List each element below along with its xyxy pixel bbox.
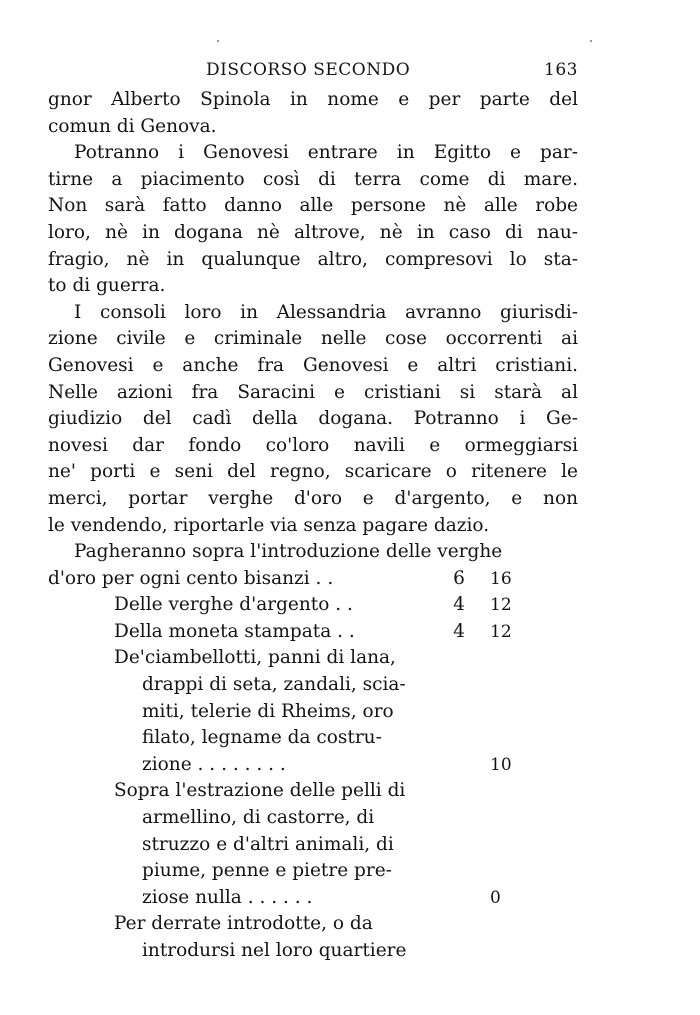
text-line-content: Potranno i Genovesi entrare in Egitto e par- <box>74 142 578 164</box>
tariff-row <box>48 672 578 699</box>
text-line-content: I consoli loro in Alessandria avranno giurisdi- <box>74 301 578 323</box>
tariff-value-secondary: 12 <box>490 621 512 642</box>
tariff-row <box>48 778 578 805</box>
tariff-value-primary: 4 <box>453 620 465 642</box>
text-line-content: zione civile e criminale nelle cose occorrenti ai <box>48 328 578 350</box>
tariff-value-secondary: 10 <box>490 754 512 775</box>
tariff-table <box>48 566 578 965</box>
text-line <box>48 539 578 566</box>
body-text <box>48 87 578 965</box>
tariff-row <box>48 832 578 859</box>
text-line-content: merci, portar verghe d'oro e d'argento, e non <box>48 487 578 509</box>
text-line-content: novesi dar fondo co'loro navili e ormeggiarsi <box>48 434 578 456</box>
tariff-row <box>48 858 578 885</box>
text-line-content: tirne a piacimento così di terra come di mare. <box>48 168 578 190</box>
tariff-row <box>48 645 578 672</box>
ink-speck <box>590 40 592 42</box>
text-line-content: giudizio del cadì della dogana. Potranno i Ge- <box>48 408 578 430</box>
running-title: DISCORSO SECONDO <box>206 60 411 80</box>
text-line-content: Nelle azioni fra Saracini e cristiani si starà al <box>48 381 578 403</box>
tariff-item: Per derrate introdotte, o da <box>114 913 373 935</box>
text-line-content: fragio, nè in qualunque altro, compresovi lo sta- <box>48 248 578 270</box>
text-line <box>48 247 578 274</box>
text-line-content: Pagheranno sopra l'introduzione delle verghe <box>74 541 503 563</box>
text-line-content: Non sarà fatto danno alle persone nè alle robe <box>48 195 578 217</box>
text-line <box>48 380 578 407</box>
tariff-value-primary: 4 <box>453 594 465 616</box>
ink-speck <box>217 40 219 42</box>
text-line-content: ne' porti e seni del regno, scaricare o ritenere le <box>48 461 578 483</box>
text-line <box>48 140 578 167</box>
text-line <box>48 406 578 433</box>
tariff-item: ziose nulla . . . . . . <box>142 886 313 908</box>
tariff-item: Sopra l'estrazione delle pelli di <box>114 780 406 802</box>
text-line <box>48 326 578 353</box>
tariff-row <box>48 938 578 965</box>
tariff-item: d'oro per ogni cento bisanzi . . <box>48 567 334 589</box>
tariff-row <box>48 619 578 646</box>
text-line-content: loro, nè in dogana nè altrove, nè in caso di nau- <box>48 221 578 243</box>
tariff-value-primary: 6 <box>453 567 465 589</box>
tariff-row <box>48 805 578 832</box>
text-line-content: gnor Alberto Spinola in nome e per parte del <box>48 89 578 110</box>
tariff-item: De'ciambellotti, panni di lana, <box>114 647 396 669</box>
tariff-item: Delle verghe d'argento . . <box>114 594 353 616</box>
text-line <box>48 459 578 486</box>
text-line <box>48 300 578 327</box>
text-line <box>48 167 578 194</box>
tariff-value-secondary: 16 <box>490 568 512 589</box>
text-line <box>48 114 578 141</box>
page-number: 163 <box>544 60 578 80</box>
tariff-item: filato, legname da costru- <box>142 727 382 749</box>
text-line <box>48 486 578 513</box>
tariff-row <box>48 566 578 593</box>
running-header <box>48 60 578 86</box>
tariff-row <box>48 911 578 938</box>
tariff-row <box>48 885 578 912</box>
text-line-content: le vendendo, riportarle via senza pagare dazio. <box>48 514 490 536</box>
text-line <box>48 87 578 114</box>
text-line-content: to di guerra. <box>48 275 166 297</box>
text-line <box>48 273 578 300</box>
tariff-value-secondary: 12 <box>490 595 512 616</box>
text-line <box>48 513 578 540</box>
text-line-content: Genovesi e anche fra Genovesi e altri cristiani. <box>48 354 578 376</box>
text-line-content: comun di Genova. <box>48 115 217 137</box>
text-line <box>48 353 578 380</box>
tariff-item: drappi di seta, zandali, scia- <box>142 674 406 696</box>
tariff-item: zione . . . . . . . . <box>142 753 286 775</box>
tariff-item: Della moneta stampata . . <box>114 620 355 642</box>
text-line <box>48 220 578 247</box>
tariff-row <box>48 592 578 619</box>
tariff-item: armellino, di castorre, di <box>142 807 375 829</box>
tariff-item: struzzo e d'altri animali, di <box>142 833 394 855</box>
tariff-item: introdursi nel loro quartiere <box>142 940 407 961</box>
text-line <box>48 193 578 220</box>
tariff-row <box>48 752 578 779</box>
text-line <box>48 433 578 460</box>
tariff-item: piume, penne e pietre pre- <box>142 860 392 882</box>
tariff-row <box>48 725 578 752</box>
tariff-item: miti, telerie di Rheims, oro <box>142 700 394 722</box>
tariff-value-secondary: 0 <box>490 887 501 908</box>
tariff-row <box>48 699 578 726</box>
